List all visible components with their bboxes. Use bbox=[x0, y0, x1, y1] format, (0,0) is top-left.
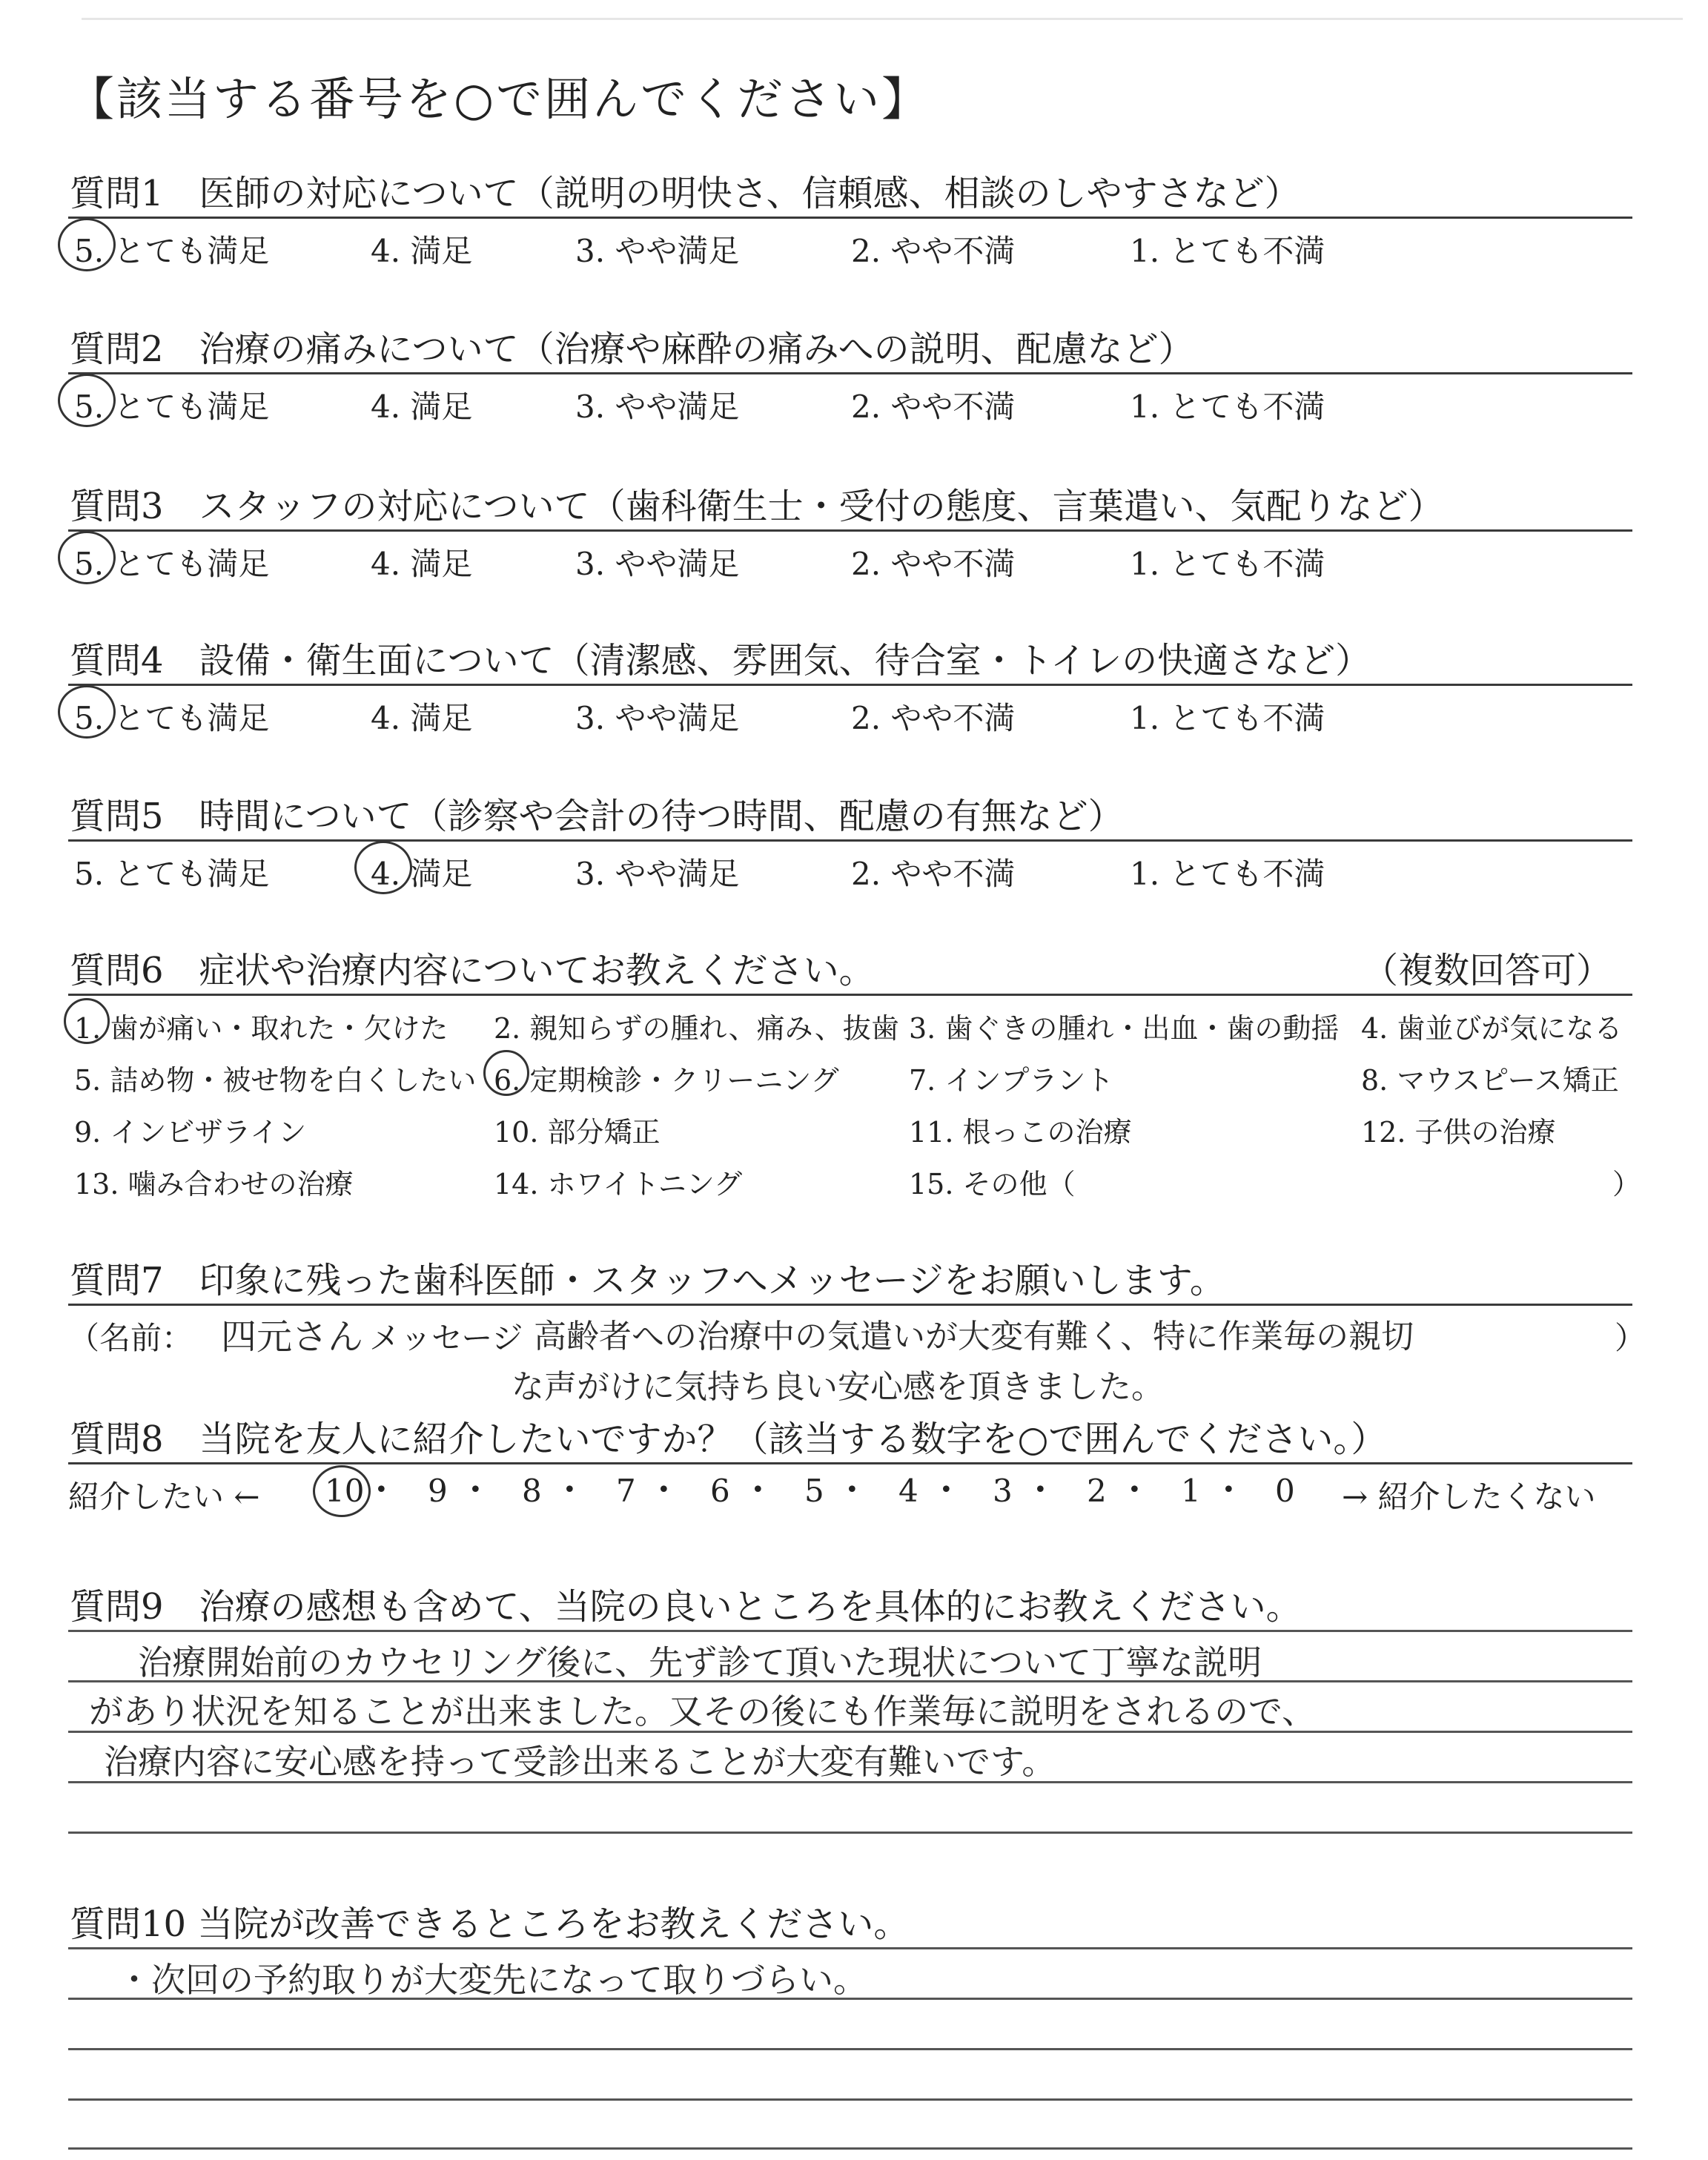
q6-note: （複数回答可） bbox=[1363, 950, 1612, 991]
q4-option-3[interactable]: 3. やや満足 bbox=[575, 700, 740, 736]
q3-selection-circle bbox=[58, 531, 116, 584]
q8-scale-separator: • bbox=[657, 1477, 671, 1503]
q6-option-13[interactable]: 13. 噛み合わせの治療 bbox=[74, 1168, 354, 1200]
q8-label: 質問8 当院を友人に紹介したいですか？（該当する数字を○で囲んでください。） bbox=[70, 1418, 1387, 1460]
q9-answer-1: があり状況を知ることが出来ました。又その後にも作業毎に説明をされるので、 bbox=[89, 1691, 1317, 1731]
q3-option-3[interactable]: 3. やや満足 bbox=[575, 546, 740, 582]
q6-option-3[interactable]: 3. 歯ぐきの腫れ・出血・歯の動揺 bbox=[909, 1012, 1340, 1045]
q5-option-2[interactable]: 2. やや不満 bbox=[851, 856, 1016, 892]
q7-message-line2: な声がけに気持ち良い安心感を頂きました。 bbox=[512, 1368, 1164, 1406]
q8-scale-separator: • bbox=[1222, 1477, 1236, 1503]
q6-other-close: ） bbox=[1612, 1168, 1641, 1200]
q7-name-value: 四元さん bbox=[221, 1316, 364, 1358]
q6-option-2[interactable]: 2. 親知らずの腫れ、痛み、抜歯 bbox=[494, 1012, 899, 1045]
q10-answer-0: ・次回の予約取りが大変先になって取りづらい。 bbox=[117, 1960, 867, 2000]
q7-message-label: メッセージ bbox=[369, 1320, 523, 1356]
q8-scale-separator: • bbox=[374, 1477, 388, 1503]
q4-option-2[interactable]: 2. やや不満 bbox=[851, 700, 1016, 736]
q8-scale-separator: • bbox=[563, 1477, 577, 1503]
q6-option-6[interactable]: 6. 定期検診・クリーニング bbox=[494, 1064, 839, 1097]
q3-label: 質問3 スタッフの対応について（歯科衛生士・受付の態度、言葉遣い、気配りなど） bbox=[70, 486, 1444, 527]
q5-selection-circle bbox=[354, 841, 412, 894]
q8-scale-0[interactable]: 0 bbox=[1275, 1473, 1295, 1509]
q6-option-15[interactable]: 15. その他（ bbox=[909, 1168, 1076, 1200]
q8-left-label: 紹介したい ← bbox=[68, 1479, 260, 1515]
q5-rule bbox=[68, 839, 1632, 842]
q9-answer-0: 治療開始前のカウセリング後に、先ず診て頂いた現状について丁寧な説明 bbox=[138, 1642, 1262, 1682]
q6-option-11[interactable]: 11. 根っこの治療 bbox=[909, 1116, 1132, 1149]
q1-selection-circle bbox=[58, 218, 116, 271]
q9-line-4 bbox=[68, 1832, 1632, 1834]
q8-right-label: → 紹介したくない bbox=[1342, 1479, 1596, 1515]
q8-rule bbox=[68, 1462, 1632, 1464]
q1-option-1[interactable]: 1. とても不満 bbox=[1130, 233, 1325, 269]
q8-scale-separator: • bbox=[845, 1477, 859, 1503]
q9-label: 質問9 治療の感想も含めて、当院の良いところを具体的にお教えください。 bbox=[70, 1586, 1302, 1628]
q4-rule bbox=[68, 684, 1632, 686]
q2-option-2[interactable]: 2. やや不満 bbox=[851, 389, 1016, 425]
q3-option-5[interactable]: 5. とても満足 bbox=[74, 546, 270, 582]
q5-option-3[interactable]: 3. やや満足 bbox=[575, 856, 740, 892]
q4-option-1[interactable]: 1. とても不満 bbox=[1130, 700, 1325, 736]
q8-scale-separator: • bbox=[469, 1477, 483, 1503]
q8-scale-10[interactable]: 10 bbox=[325, 1473, 365, 1509]
q6-selection-circle-6 bbox=[483, 1050, 529, 1096]
q8-scale-7[interactable]: 7 bbox=[616, 1473, 636, 1509]
q2-option-4[interactable]: 4. 満足 bbox=[371, 389, 473, 425]
q6-selection-circle-1 bbox=[64, 998, 110, 1044]
q6-option-12[interactable]: 12. 子供の治療 bbox=[1361, 1116, 1556, 1149]
q2-selection-circle bbox=[58, 374, 116, 427]
q7-close-paren: ） bbox=[1615, 1320, 1646, 1356]
q6-option-5[interactable]: 5. 詰め物・被せ物を白くしたい bbox=[74, 1064, 477, 1097]
q8-scale-4[interactable]: 4 bbox=[898, 1473, 918, 1509]
q2-label: 質問2 治療の痛みについて（治療や麻酔の痛みへの説明、配慮など） bbox=[70, 328, 1194, 370]
q1-option-3[interactable]: 3. やや満足 bbox=[575, 233, 740, 269]
q10-line-3 bbox=[68, 2098, 1632, 2101]
q6-label: 質問6 症状や治療内容についてお教えください。 bbox=[70, 950, 875, 991]
q10-line-4 bbox=[68, 2147, 1632, 2150]
q8-scale-separator: • bbox=[751, 1477, 765, 1503]
q1-option-2[interactable]: 2. やや不満 bbox=[851, 233, 1016, 269]
q7-rule bbox=[68, 1304, 1632, 1306]
top-border bbox=[82, 18, 1683, 20]
q6-option-9[interactable]: 9. インビザライン bbox=[74, 1116, 307, 1149]
q6-option-8[interactable]: 8. マウスピース矯正 bbox=[1361, 1064, 1619, 1097]
q7-label: 質問7 印象に残った歯科医師・スタッフへメッセージをお願いします。 bbox=[70, 1260, 1225, 1301]
q5-label: 質問5 時間について（診察や会計の待つ時間、配慮の有無など） bbox=[70, 796, 1124, 837]
q10-label: 質問10 当院が改善できるところをお教えください。 bbox=[70, 1903, 910, 1945]
q7-message-line1: 高齢者への治療中の気遣いが大変有難く、特に作業毎の親切 bbox=[534, 1318, 1414, 1355]
q8-scale-3[interactable]: 3 bbox=[993, 1473, 1013, 1509]
q8-scale-separator: • bbox=[1033, 1477, 1047, 1503]
q6-option-10[interactable]: 10. 部分矯正 bbox=[494, 1116, 661, 1149]
q8-scale-5[interactable]: 5 bbox=[804, 1473, 824, 1509]
q8-selection-circle bbox=[313, 1465, 371, 1517]
q3-rule bbox=[68, 529, 1632, 532]
q3-option-4[interactable]: 4. 満足 bbox=[371, 546, 473, 582]
q1-rule bbox=[68, 217, 1632, 219]
q3-option-2[interactable]: 2. やや不満 bbox=[851, 546, 1016, 582]
q8-scale-6[interactable]: 6 bbox=[710, 1473, 730, 1509]
q6-option-7[interactable]: 7. インプラント bbox=[909, 1064, 1114, 1097]
q6-rule bbox=[68, 994, 1632, 996]
q5-option-4[interactable]: 4. 満足 bbox=[371, 856, 473, 892]
q10-line-0 bbox=[68, 1947, 1632, 1949]
q1-label: 質問1 医師の対応について（説明の明快さ、信頼感、相談のしやすさなど） bbox=[70, 173, 1300, 214]
q4-label: 質問4 設備・衛生面について（清潔感、雰囲気、待合室・トイレの快適さなど） bbox=[70, 640, 1371, 681]
q4-option-4[interactable]: 4. 満足 bbox=[371, 700, 473, 736]
q2-rule bbox=[68, 372, 1632, 374]
q4-option-5[interactable]: 5. とても満足 bbox=[74, 700, 270, 736]
q2-option-3[interactable]: 3. やや満足 bbox=[575, 389, 740, 425]
q6-option-4[interactable]: 4. 歯並びが気になる bbox=[1361, 1012, 1623, 1045]
q9-line-0 bbox=[68, 1630, 1632, 1632]
q7-name-label: （名前： bbox=[68, 1320, 193, 1356]
q2-option-5[interactable]: 5. とても満足 bbox=[74, 389, 270, 425]
q1-option-5[interactable]: 5. とても満足 bbox=[74, 233, 270, 269]
q8-scale-separator: • bbox=[939, 1477, 953, 1503]
form-title: 【該当する番号を○で囲んでください】 bbox=[68, 72, 930, 126]
q5-option-5[interactable]: 5. とても満足 bbox=[74, 856, 270, 892]
q8-scale-separator: • bbox=[1128, 1477, 1142, 1503]
q4-selection-circle bbox=[58, 685, 116, 739]
q1-option-4[interactable]: 4. 満足 bbox=[371, 233, 473, 269]
q2-option-1[interactable]: 1. とても不満 bbox=[1130, 389, 1325, 425]
q9-answer-2: 治療内容に安心感を持って受診出来ることが大変有難いです。 bbox=[104, 1742, 1056, 1782]
q8-scale-9[interactable]: 9 bbox=[428, 1473, 448, 1509]
q6-option-1[interactable]: 1. 歯が痛い・取れた・欠けた bbox=[74, 1012, 448, 1045]
q8-scale-8[interactable]: 8 bbox=[522, 1473, 542, 1509]
q8-scale-1[interactable]: 1 bbox=[1181, 1473, 1201, 1509]
q6-option-14[interactable]: 14. ホワイトニング bbox=[494, 1168, 743, 1200]
q8-scale-2[interactable]: 2 bbox=[1087, 1473, 1107, 1509]
q5-option-1[interactable]: 1. とても不満 bbox=[1130, 856, 1325, 892]
q3-option-1[interactable]: 1. とても不満 bbox=[1130, 546, 1325, 582]
q10-line-2 bbox=[68, 2048, 1632, 2050]
